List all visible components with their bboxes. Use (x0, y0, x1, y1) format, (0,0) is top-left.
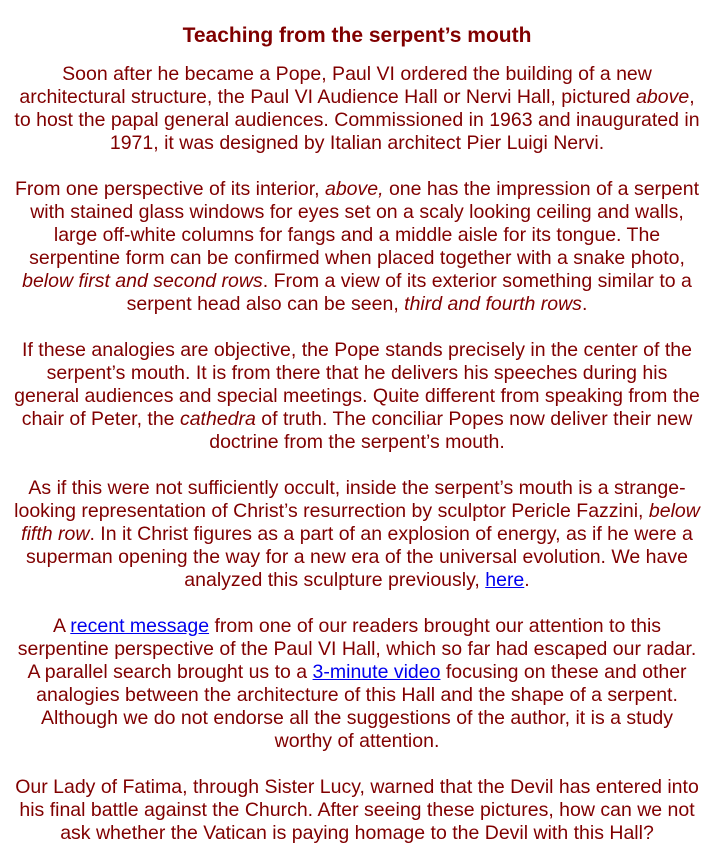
paragraph-2-italic-2: below first and second rows (22, 270, 263, 292)
paragraph-2-italic-3: third and fourth rows (404, 293, 582, 315)
paragraph-4-text-3: . (524, 569, 530, 591)
paragraph-1-italic-1: above (636, 86, 690, 108)
paragraph-5 (12, 615, 702, 753)
recent-message-link[interactable]: recent message (70, 615, 210, 637)
paragraph-5-text-3: focusing on these and other analogies between the architecture of this Hall and the shape of a serpent. Although we do not endorse all the suggestions of the author, it is a study worthy of attention. (36, 661, 687, 752)
paragraph-3-text-1: If these analogies are objective, the Pope stands precisely in the center of the serpent’s mouth. It is from there that he delivers his speeches during his general audiences and special meetings. Quite different from speaking from the chair of Peter, the (14, 339, 700, 430)
paragraph-2-italic-1: above, (324, 178, 384, 200)
three-minute-video-link[interactable]: 3-minute video (312, 661, 441, 683)
article-title: Teaching from the serpent’s mouth (182, 24, 532, 47)
paragraph-5-text-1: A (52, 615, 71, 637)
paragraph-2 (12, 178, 702, 316)
paragraph-1-text-1: Soon after he became a Pope, Paul VI ordered the building of a new architectural structure, the Paul VI Audience Hall or Nervi Hall, pictured (19, 63, 652, 108)
paragraph-6-text-1: Our Lady of Fatima, through Sister Lucy, warned that the Devil has entered into his final battle against the Church. After seeing these pictures, how can we not ask whether the Vatican is paying homage to the Devil with this Hall? (15, 776, 699, 844)
paragraph-4-text-1: As if this were not sufficiently occult, inside the serpent’s mouth is a strange-looking representation of Christ’s resurrection by sculptor Pericle Fazzini, (14, 477, 686, 522)
paragraph-3 (12, 339, 702, 454)
paragraph-2-text-2: one has the impression of a serpent with stained glass windows for eyes set on a scaly looking ceiling and walls, large off-white columns for fangs and a middle aisle for its tongue. The serpentine form can be confirmed when placed together with a snake photo, (29, 178, 699, 269)
paragraph-1-text-2: , to host the papal general audiences. Commissioned in 1963 and inaugurated in 1971, it was designed by Italian architect Pier Luigi Nervi. (14, 86, 700, 154)
here-link[interactable]: here (485, 569, 525, 591)
paragraph-3-italic-1: cathedra (179, 408, 256, 430)
paragraph-3-text-2: of truth. The conciliar Popes now deliver their new doctrine from the serpent’s mouth. (209, 408, 693, 453)
paragraph-2-text-4: . (581, 293, 588, 315)
paragraph-4-text-2: . In it Christ figures as a part of an explosion of energy, as if he were a superman opening the way for a new era of the universal evolution. We have analyzed this sculpture previously, (26, 523, 693, 591)
paragraph-4 (12, 477, 702, 592)
paragraph-4-italic-1: below fifth row (21, 500, 700, 545)
paragraph-1 (12, 63, 702, 155)
paragraph-2-text-3: . From a view of its exterior something similar to a serpent head also can be seen, (126, 270, 692, 315)
paragraph-5-text-2: from one of our readers brought our attention to this serpentine perspective of the Paul VI Hall, which so far had escaped our radar. A parallel search brought us to a (17, 615, 697, 683)
paragraph-2-text-1: From one perspective of its interior, (15, 178, 325, 200)
